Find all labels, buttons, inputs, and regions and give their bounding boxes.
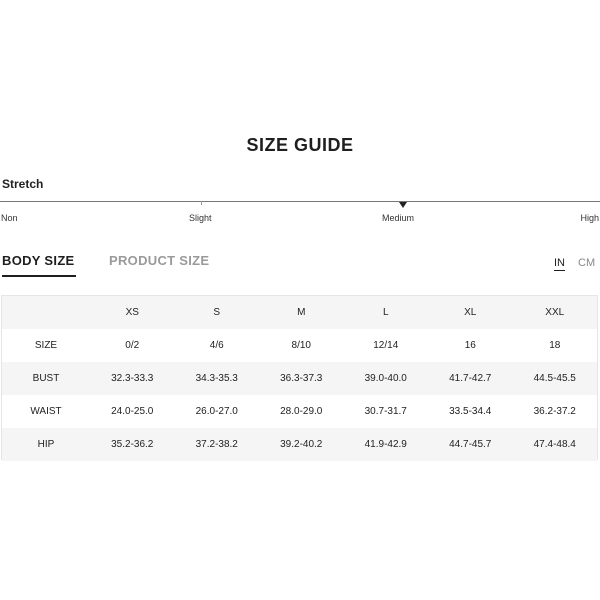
stretch-level-medium: Medium (382, 213, 415, 223)
table-row (2, 329, 597, 362)
table-header-cell: S (213, 307, 221, 318)
table-cell: 33.5-34.4 (449, 406, 492, 417)
table-row-label: BUST (32, 373, 60, 384)
table-cell: 39.2-40.2 (280, 439, 323, 450)
table-cell: 0/2 (125, 340, 140, 351)
table-cell: 24.0-25.0 (111, 406, 154, 417)
active-tab-underline (2, 275, 76, 277)
stretch-level-slight: Slight (189, 213, 212, 223)
page-title: SIZE GUIDE (246, 135, 354, 155)
table-header-cell: XXL (545, 307, 565, 318)
table-header-cell (2, 296, 90, 329)
unit-cm-button[interactable]: CM (578, 257, 596, 269)
table-cell: 39.0-40.0 (364, 373, 407, 384)
table-cell: 36.3-37.3 (280, 373, 323, 384)
unit-toggle (554, 257, 598, 273)
table-row (2, 395, 597, 428)
stretch-tick-slight (201, 201, 202, 205)
table-cell: 30.7-31.7 (364, 406, 407, 417)
table-cell: 12/14 (373, 340, 399, 351)
table-header-row (2, 296, 597, 329)
tab-product-size[interactable]: PRODUCT SIZE (109, 253, 210, 268)
unit-in-button[interactable]: IN (554, 257, 565, 269)
table-cell: 41.7-42.7 (449, 373, 492, 384)
table-cell: 18 (549, 340, 561, 351)
table-row (2, 362, 597, 395)
table-cell: 44.5-45.5 (533, 373, 576, 384)
stretch-scale-bar (0, 201, 600, 202)
table-cell: 35.2-36.2 (111, 439, 154, 450)
table-header-cell: M (297, 307, 306, 318)
table-header-cell: L (382, 307, 389, 318)
table-cell: 26.0-27.0 (195, 406, 238, 417)
table-cell: 28.0-29.0 (280, 406, 323, 417)
table-row-label: SIZE (34, 340, 58, 351)
table-cell: 36.2-37.2 (533, 406, 576, 417)
table-cell: 16 (464, 340, 476, 351)
stretch-level-high: High (580, 213, 599, 223)
tab-body-size[interactable]: BODY SIZE (2, 253, 75, 268)
table-cell: 32.3-33.3 (111, 373, 154, 384)
table-header-cell: XS (125, 307, 139, 318)
table-cell: 4/6 (209, 340, 224, 351)
stretch-level-non: Non (1, 213, 18, 223)
stretch-label: Stretch (2, 177, 44, 191)
table-cell: 47.4-48.4 (533, 439, 576, 450)
table-row-label: WAIST (30, 406, 62, 417)
table-cell: 44.7-45.7 (449, 439, 492, 450)
size-table (1, 295, 598, 460)
table-row (2, 428, 597, 461)
table-cell: 41.9-42.9 (364, 439, 407, 450)
stretch-selected-marker-icon (399, 202, 407, 208)
table-header-cell: XL (464, 307, 477, 318)
table-row-label: HIP (37, 439, 55, 450)
table-cell: 37.2-38.2 (195, 439, 238, 450)
stretch-levels (0, 213, 600, 227)
table-cell: 34.3-35.3 (195, 373, 238, 384)
table-cell: 8/10 (291, 340, 311, 351)
